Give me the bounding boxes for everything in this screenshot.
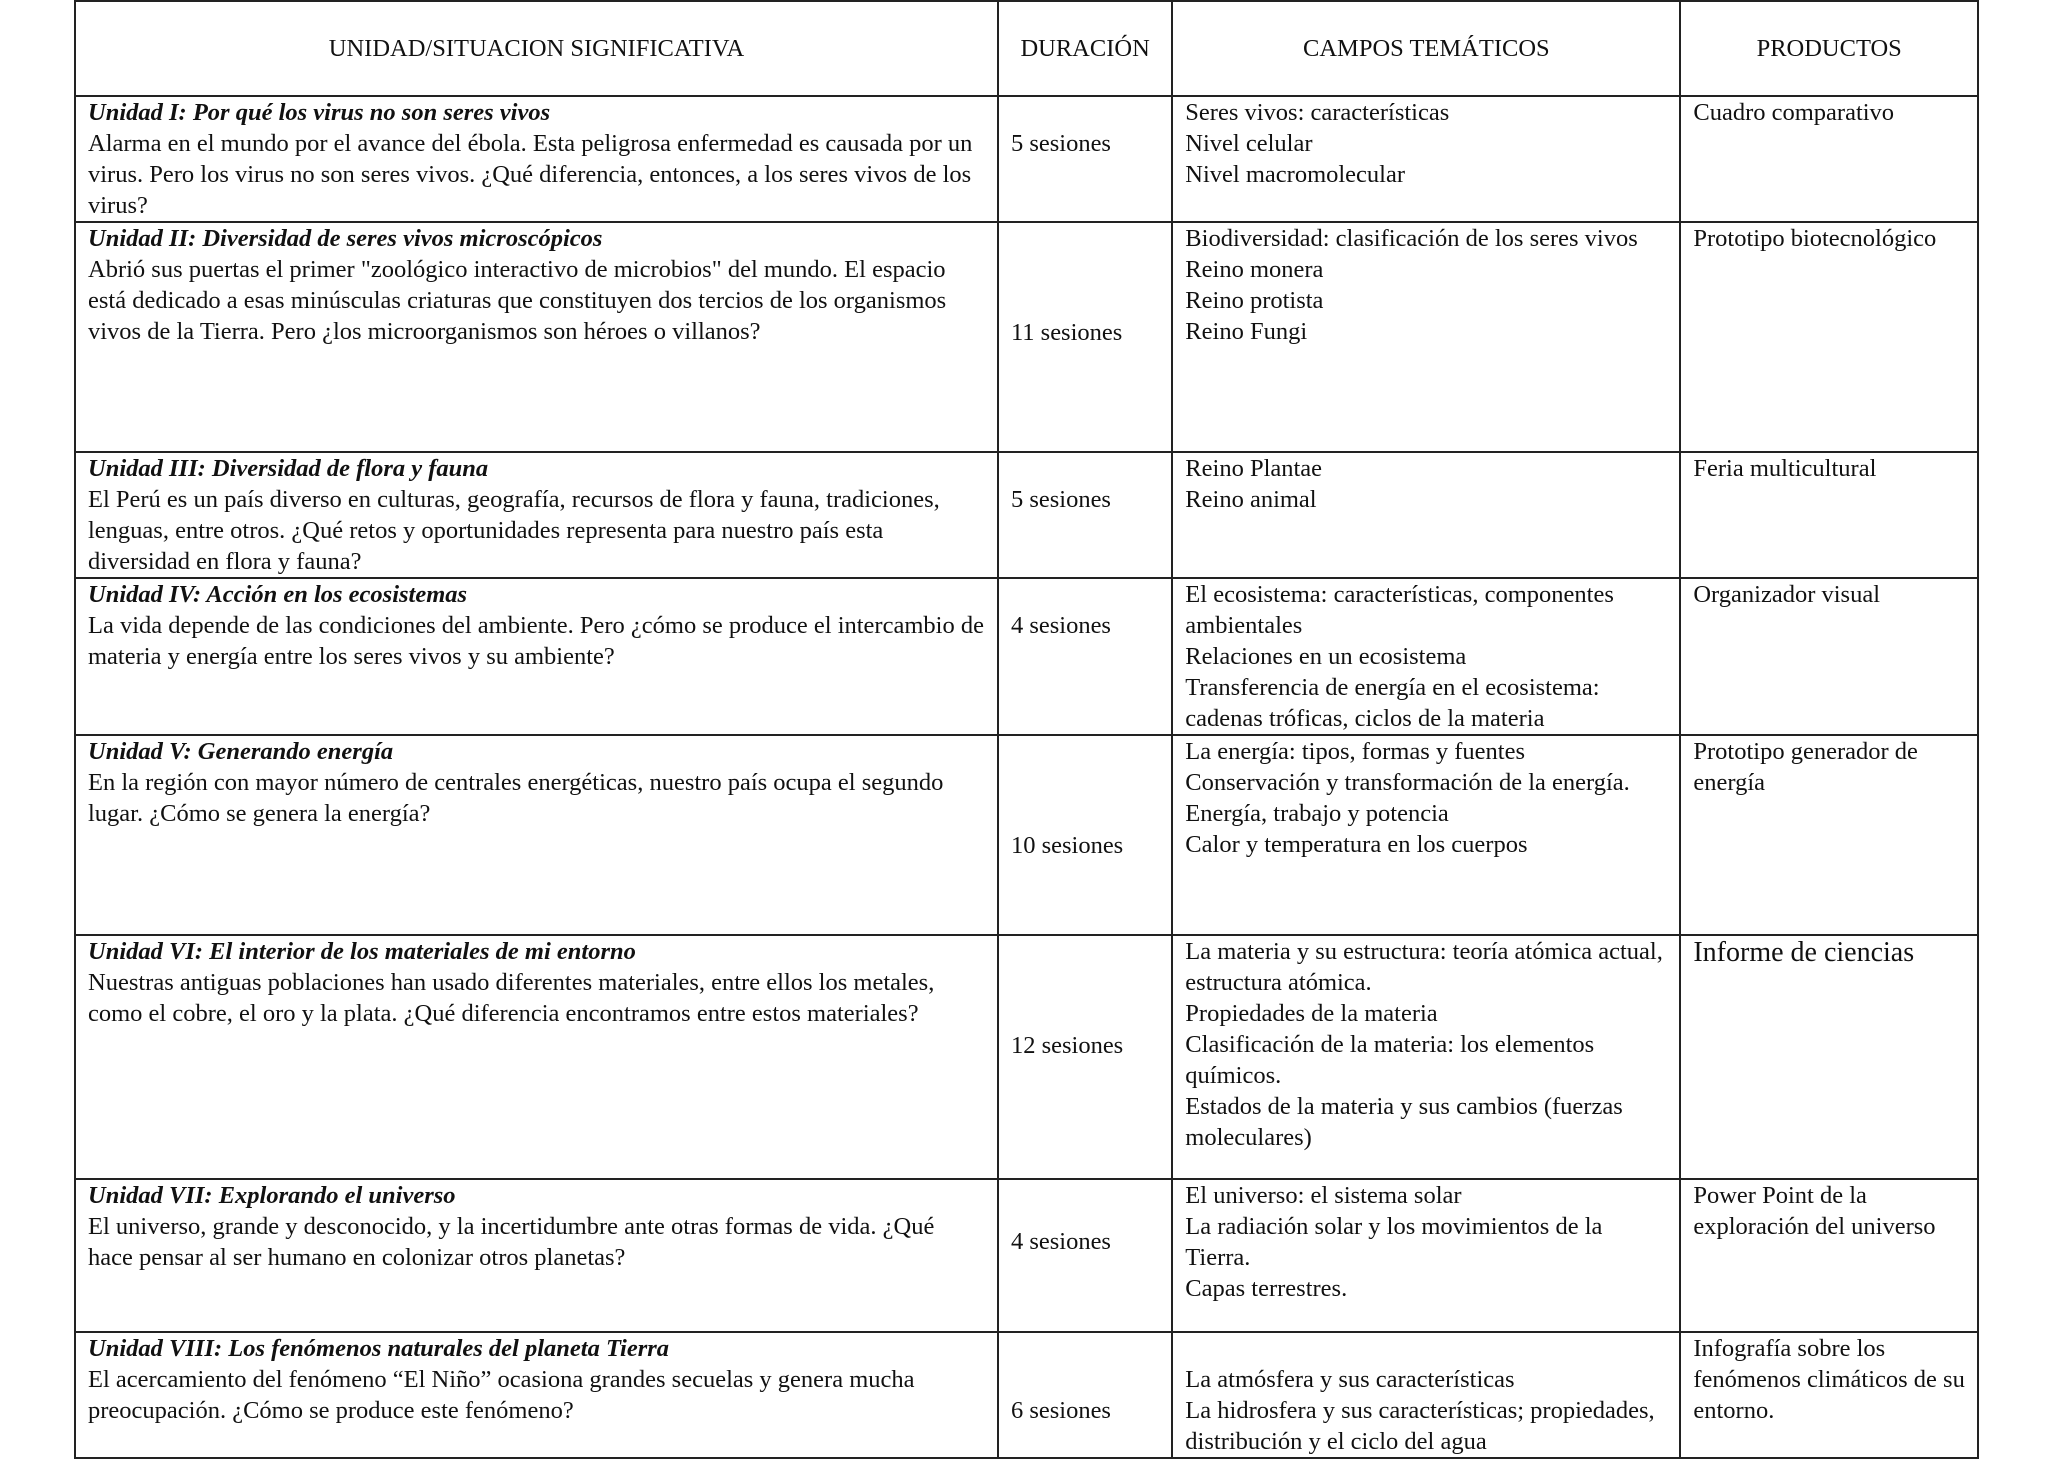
field-item	[1185, 1333, 1667, 1364]
unit-title: Unidad I: Por qué los virus no son seres vivos	[88, 99, 551, 126]
header-row	[75, 1, 1978, 96]
table-row	[75, 735, 1978, 935]
unit-cell	[75, 735, 998, 935]
unit-situation: Nuestras antiguas poblaciones han usado diferentes materiales, entre ellos los metales, como el cobre, el oro y la plata. ¿Qué diferencia encontramos entre estos materiales?	[88, 969, 935, 1027]
duration-cell	[998, 1179, 1172, 1332]
product-value: Feria multicultural	[1693, 455, 1877, 482]
product-value: Informe de ciencias	[1693, 937, 1915, 968]
unit-situation: El universo, grande y desconocido, y la incertidumbre ante otras formas de vida. ¿Qué hace pensar al ser humano en colonizar otros planetas?	[88, 1213, 935, 1271]
table-row	[75, 935, 1978, 1179]
duration-value: 4 sesiones	[1010, 1228, 1111, 1255]
unit-situation: Abrió sus puertas el primer "zoológico interactivo de microbios" del mundo. El espacio está dedicado a esas minúsculas criaturas que constituyen dos tercios de los organismos vivos de la Tierra. Pero ¿los microorganismos son héroes o villanos?	[88, 256, 947, 345]
product-cell	[1680, 735, 1978, 935]
table-row	[75, 96, 1978, 222]
field-item: Reino monera	[1185, 256, 1324, 283]
fields-cell	[1172, 735, 1680, 935]
product-cell	[1680, 1332, 1978, 1458]
field-item: Capas terrestres.	[1185, 1275, 1348, 1302]
header-products: PRODUCTOS	[1680, 1, 1978, 96]
fields-cell	[1172, 1179, 1680, 1332]
product-value: Cuadro comparativo	[1693, 99, 1895, 126]
table-row	[75, 1179, 1978, 1332]
unit-cell	[75, 935, 998, 1179]
header-fields: CAMPOS TEMÁTICOS	[1172, 1, 1680, 96]
unit-title: Unidad III: Diversidad de flora y fauna	[88, 455, 489, 482]
fields-cell	[1172, 578, 1680, 735]
header-unit: UNIDAD/SITUACION SIGNIFICATIVA	[75, 1, 998, 96]
product-cell	[1680, 96, 1978, 222]
field-item: El ecosistema: características, componentes ambientales	[1185, 581, 1614, 639]
field-item: La hidrosfera y sus características; propiedades, distribución y el ciclo del agua	[1185, 1397, 1655, 1455]
unit-situation: Alarma en el mundo por el avance del ébola. Esta peligrosa enfermedad es causada por un virus. Pero los virus no son seres vivos. ¿Qué diferencia, entonces, a los seres vivos de los virus?	[88, 130, 973, 219]
unit-situation: El acercamiento del fenómeno “El Niño” ocasiona grandes secuelas y genera mucha preocupación. ¿Cómo se produce este fenómeno?	[88, 1366, 915, 1424]
duration-value: 12 sesiones	[1010, 1032, 1124, 1059]
field-item: Reino Plantae	[1185, 455, 1323, 482]
product-value: Prototipo generador de energía	[1693, 738, 1918, 796]
planning-table	[74, 0, 1979, 1459]
unit-situation: El Perú es un país diverso en culturas, geografía, recursos de flora y fauna, tradiciones, lenguas, entre otros. ¿Qué retos y oportunidades representa para nuestro país esta diversidad en flora y fauna?	[88, 486, 940, 575]
field-item: Transferencia de energía en el ecosistema: cadenas tróficas, ciclos de la materia	[1185, 674, 1600, 732]
unit-title: Unidad V: Generando energía	[88, 738, 394, 765]
field-item: Relaciones en un ecosistema	[1185, 643, 1467, 670]
product-cell	[1680, 452, 1978, 578]
field-item: Seres vivos: características	[1185, 99, 1450, 126]
table-row	[75, 452, 1978, 578]
duration-cell	[998, 578, 1172, 735]
field-item: Biodiversidad: clasificación de los seres vivos	[1185, 225, 1638, 252]
product-value: Organizador visual	[1693, 581, 1881, 608]
duration-value: 11 sesiones	[1010, 319, 1123, 346]
fields-cell	[1172, 96, 1680, 222]
unit-situation: En la región con mayor número de centrales energéticas, nuestro país ocupa el segundo lugar. ¿Cómo se genera la energía?	[88, 769, 944, 827]
unit-title: Unidad II: Diversidad de seres vivos microscópicos	[88, 225, 603, 252]
duration-value: 5 sesiones	[1010, 486, 1111, 513]
duration-cell	[998, 222, 1172, 452]
unit-title: Unidad VI: El interior de los materiales de mi entorno	[88, 938, 636, 965]
unit-cell	[75, 96, 998, 222]
duration-value: 5 sesiones	[1010, 130, 1111, 157]
table-row	[75, 1332, 1978, 1458]
field-item: Conservación y transformación de la energía.	[1185, 769, 1630, 796]
field-item: Reino animal	[1185, 486, 1317, 513]
field-item: El universo: el sistema solar	[1185, 1182, 1462, 1209]
fields-cell	[1172, 935, 1680, 1179]
field-item: La energía: tipos, formas y fuentes	[1185, 738, 1526, 765]
fields-cell	[1172, 1332, 1680, 1458]
unit-cell	[75, 452, 998, 578]
unit-title: Unidad VII: Explorando el universo	[88, 1182, 456, 1209]
product-cell	[1680, 935, 1978, 1179]
duration-cell	[998, 96, 1172, 222]
field-item: Propiedades de la materia	[1185, 1000, 1438, 1027]
field-item: Energía, trabajo y potencia	[1185, 800, 1449, 827]
unit-situation: La vida depende de las condiciones del ambiente. Pero ¿cómo se produce el intercambio de materia y energía entre los seres vivos y su ambiente?	[88, 612, 984, 670]
duration-value: 4 sesiones	[1010, 612, 1111, 639]
table-row	[75, 578, 1978, 735]
product-value: Prototipo biotecnológico	[1693, 225, 1937, 252]
field-item: Nivel macromolecular	[1185, 161, 1406, 188]
product-value: Power Point de la exploración del universo	[1693, 1182, 1936, 1240]
field-item: Reino Fungi	[1185, 318, 1308, 345]
product-value: Infografía sobre los fenómenos climáticos de su entorno.	[1693, 1335, 1965, 1424]
product-cell	[1680, 1179, 1978, 1332]
fields-cell	[1172, 222, 1680, 452]
field-item: La materia y su estructura: teoría atómica actual, estructura atómica.	[1185, 938, 1663, 996]
unit-cell	[75, 1179, 998, 1332]
field-item: Calor y temperatura en los cuerpos	[1185, 831, 1528, 858]
table-row	[75, 222, 1978, 452]
header-duration: DURACIÓN	[998, 1, 1172, 96]
fields-cell	[1172, 452, 1680, 578]
unit-cell	[75, 222, 998, 452]
unit-title: Unidad IV: Acción en los ecosistemas	[88, 581, 468, 608]
duration-cell	[998, 1332, 1172, 1458]
unit-cell	[75, 1332, 998, 1458]
duration-cell	[998, 935, 1172, 1179]
field-item: La radiación solar y los movimientos de la Tierra.	[1185, 1213, 1603, 1271]
product-cell	[1680, 578, 1978, 735]
unit-title: Unidad VIII: Los fenómenos naturales del planeta Tierra	[88, 1335, 670, 1362]
duration-cell	[998, 452, 1172, 578]
field-item: Estados de la materia y sus cambios (fuerzas moleculares)	[1185, 1093, 1623, 1151]
duration-value: 10 sesiones	[1010, 832, 1124, 859]
duration-cell	[998, 735, 1172, 935]
duration-value: 6 sesiones	[1010, 1397, 1111, 1424]
field-item: Nivel celular	[1185, 130, 1313, 157]
product-cell	[1680, 222, 1978, 452]
field-item: Clasificación de la materia: los elementos químicos.	[1185, 1031, 1595, 1089]
unit-cell	[75, 578, 998, 735]
field-item: La atmósfera y sus características	[1185, 1366, 1515, 1393]
field-item: Reino protista	[1185, 287, 1324, 314]
